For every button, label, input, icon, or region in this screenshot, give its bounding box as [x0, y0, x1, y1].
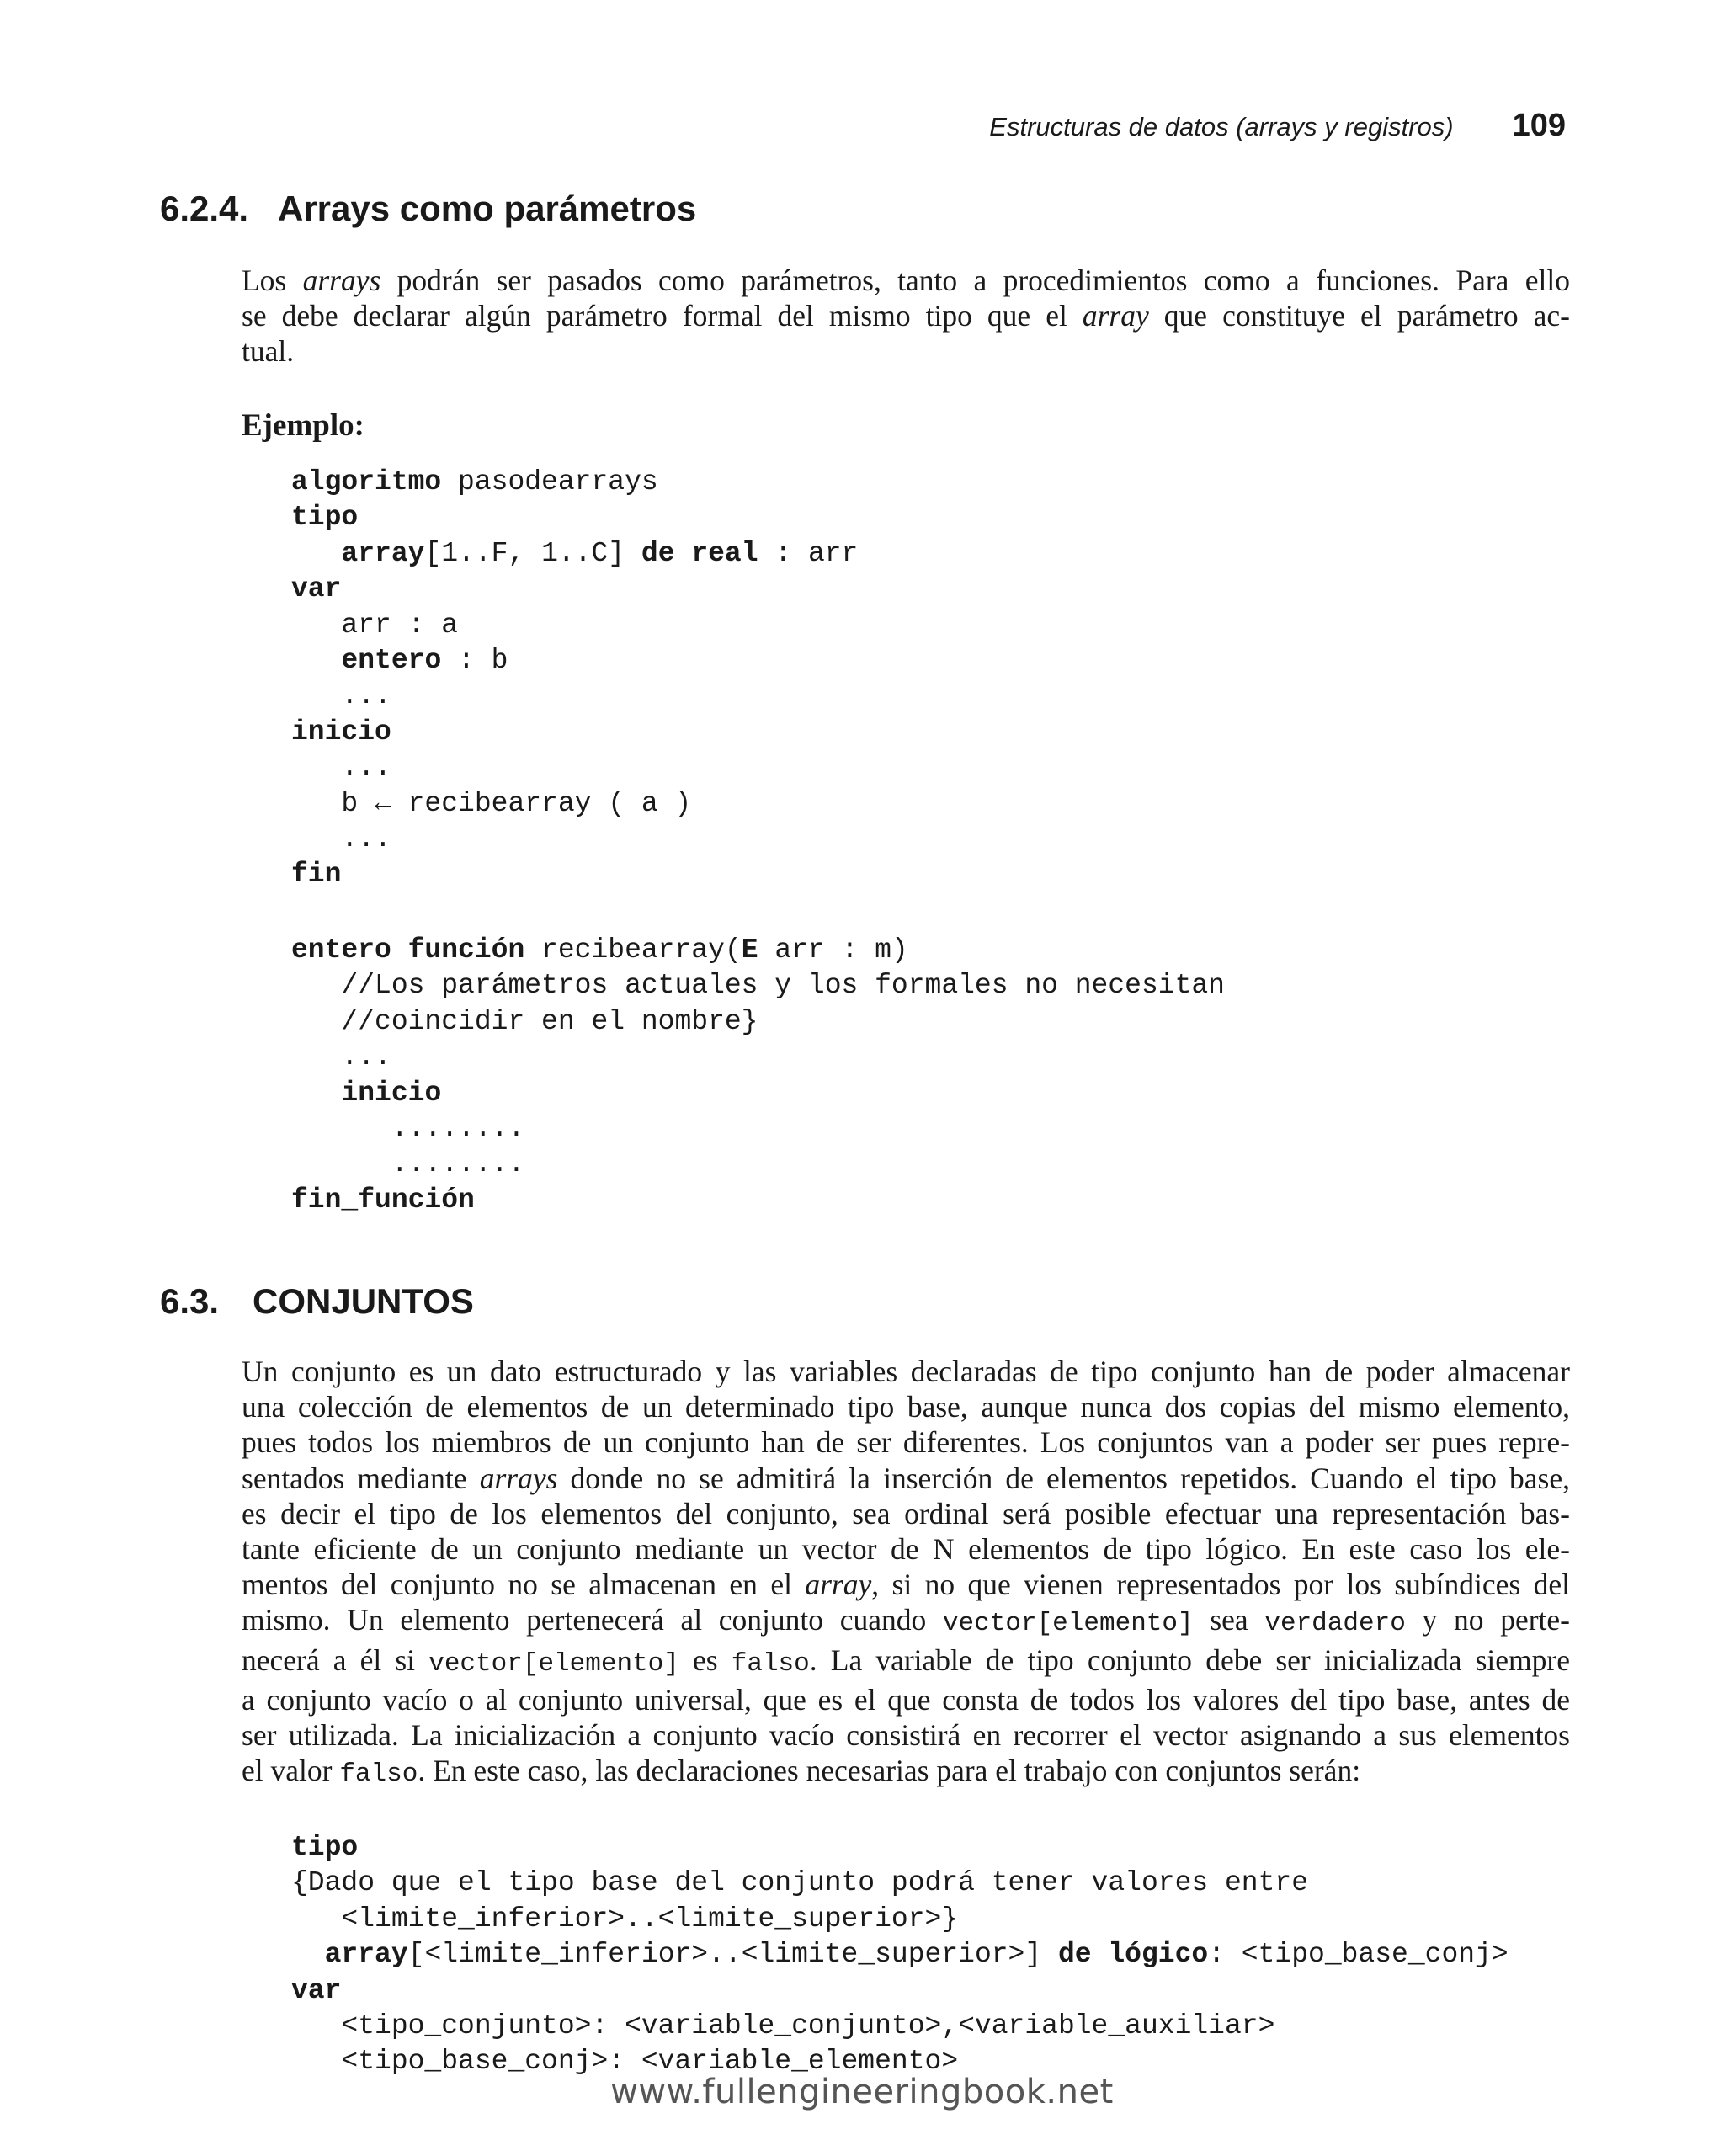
text-run: Los	[242, 264, 303, 297]
text-run: es	[678, 1642, 732, 1677]
code-keyword: var	[291, 1974, 342, 2006]
inline-code: falso	[339, 1759, 418, 1790]
section-title: CONJUNTOS	[253, 1281, 474, 1321]
text-line	[242, 1461, 1570, 1496]
code-keyword: var	[291, 573, 342, 605]
code-keyword: fin	[291, 859, 342, 891]
paragraph-arrays-as-parameters	[242, 263, 1570, 370]
text-line: Un conjunto es un dato estructurado y las variables declaradas de tipo conjunto han de poder almacenar	[242, 1355, 1570, 1388]
text-run: . En este caso, las declaraciones necesarias para el trabajo con conjuntos serán:	[418, 1754, 1361, 1788]
code-keyword: array	[341, 537, 425, 569]
text-line: a conjunto vacío o al conjunto universal, que es el que consta de todos los valores del tipo base, antes de	[242, 1682, 1570, 1717]
code-text: ........	[291, 1148, 525, 1180]
text-line: es decir el tipo de los elementos del conjunto, sea ordinal será posible efectuar una representación bas-	[242, 1496, 1570, 1530]
text-line	[242, 298, 1570, 333]
text-run: sentados mediante	[242, 1461, 480, 1495]
italic-term: arrays	[479, 1461, 558, 1495]
text-run: mentos del conjunto no se almacenan en el	[242, 1568, 806, 1602]
inline-code: vector[elemento]	[942, 1609, 1194, 1639]
code-line	[291, 1937, 1508, 1972]
code-keyword: fin_función	[291, 1184, 475, 1216]
code-keyword: entero	[341, 645, 442, 677]
text-line: una colección de elementos de un determinado tipo base, aunque nunca dos copias del mismo elemento,	[242, 1390, 1570, 1424]
code-block-set-declarations	[291, 1830, 1508, 2080]
code-keyword: de real	[641, 537, 758, 569]
code-keyword: tipo	[291, 1832, 359, 1863]
section-title: Arrays como parámetros	[278, 189, 697, 228]
text-line	[242, 1567, 1570, 1602]
code-text: ...	[291, 1041, 391, 1073]
code-comment: //coincidir en el nombre}	[291, 1005, 758, 1037]
text-line	[242, 1602, 1570, 1642]
text-run: donde no se admitirá la inserción de elementos repetidos. Cuando el tipo base,	[557, 1461, 1570, 1495]
section-number: 6.2.4.	[160, 189, 249, 228]
code-text: <tipo_base_conj>: <variable_elemento>	[291, 2046, 959, 2078]
code-text: ...	[291, 823, 391, 855]
code-text: recibearray(	[524, 934, 742, 966]
section-heading-6-2-4	[160, 189, 696, 229]
text-line: tante eficiente de un conjunto mediante un vector de N elementos de tipo lógico. En este caso los ele-	[242, 1532, 1570, 1567]
text-line	[242, 1642, 1570, 1682]
italic-term: arrays	[302, 264, 381, 297]
text-line: pues todos los miembros de un conjunto han de ser diferentes. Los conjuntos van a poder ser pues repre-	[242, 1425, 1570, 1460]
code-text: ...	[291, 752, 391, 784]
running-title: Estructuras de datos (arrays y registros)	[989, 112, 1454, 141]
text-run: , si no que vienen representados por los subíndices del	[871, 1568, 1570, 1602]
text-run: y no perte-	[1405, 1603, 1570, 1637]
code-keyword: de lógico	[1057, 1939, 1209, 1971]
text-run: sea	[1193, 1603, 1265, 1637]
text-run: necerá a él si	[242, 1642, 429, 1677]
code-indent	[291, 1939, 325, 1970]
footer-url: www.fullengineeringbook.net	[610, 2073, 1114, 2111]
code-text: ........	[291, 1113, 525, 1145]
code-line	[291, 1830, 1508, 1866]
text-run: mismo. Un elemento pertenecerá al conjunto cuando	[242, 1603, 943, 1637]
code-text: b ← recibearray ( a )	[291, 787, 692, 819]
code-block-function	[291, 933, 1225, 1218]
code-comment: <limite_inferior>..<limite_superior>}	[291, 1903, 959, 1935]
code-comment: //Los parámetros actuales y los formales no necesitan	[291, 970, 1225, 1002]
code-text: ...	[291, 680, 391, 712]
section-heading-6-3	[160, 1281, 474, 1322]
code-text: [1..F, 1..C]	[424, 537, 641, 569]
text-run: el valor	[242, 1754, 340, 1788]
code-keyword: array	[324, 1939, 408, 1971]
example-label: Ejemplo:	[242, 408, 364, 443]
inline-code: falso	[731, 1648, 810, 1679]
code-text: : arr	[758, 537, 859, 569]
code-keyword: E	[741, 934, 758, 966]
code-text: arr : m)	[758, 934, 908, 966]
code-text: pasodearrays	[441, 466, 658, 498]
inline-code: verdadero	[1264, 1609, 1406, 1639]
code-keyword: entero función	[291, 934, 525, 966]
code-line	[291, 1902, 1508, 1937]
text-line: tual.	[242, 334, 295, 369]
code-text: : b	[441, 645, 508, 677]
paragraph-conjuntos	[242, 1354, 1570, 1792]
text-line: ser utilizada. La inicialización a conjunto vacío consistirá en recorrer el vector asignando a sus elementos	[242, 1718, 1570, 1753]
code-indent	[291, 538, 341, 569]
code-keyword: algoritmo	[291, 466, 442, 498]
section-number: 6.3.	[160, 1281, 220, 1321]
code-comment: {Dado que el tipo base del conjunto podrá tener valores entre	[291, 1867, 1308, 1899]
italic-term: array	[805, 1568, 872, 1602]
code-line	[291, 1866, 1508, 1901]
text-run: se debe declarar algún parámetro formal del mismo tipo que el	[242, 299, 1083, 333]
code-text: [<limite_inferior>..<limite_superior>]	[407, 1939, 1058, 1971]
code-text: arr : a	[291, 609, 459, 641]
text-run: podrán ser pasados como parámetros, tanto a procedimientos como a funciones. Para ello	[380, 264, 1570, 297]
code-line	[291, 1973, 1508, 2009]
code-indent	[291, 1078, 341, 1109]
code-keyword: inicio	[291, 716, 391, 748]
text-line	[242, 1753, 1570, 1792]
code-keyword: tipo	[291, 502, 359, 534]
code-line	[291, 2009, 1508, 2044]
inline-code: vector[elemento]	[428, 1648, 679, 1679]
page-number: 109	[1512, 108, 1566, 143]
code-indent	[291, 645, 341, 676]
code-text: <tipo_conjunto>: <variable_conjunto>,<variable_auxiliar>	[291, 2010, 1275, 2042]
code-block-main-algorithm	[291, 465, 858, 893]
text-line	[242, 263, 1570, 298]
running-header	[989, 108, 1566, 144]
text-run: . La variable de tipo conjunto debe ser inicializada siempre	[809, 1642, 1570, 1677]
italic-term: array	[1082, 299, 1149, 333]
text-run: que constituye el parámetro ac-	[1148, 299, 1570, 333]
code-keyword: inicio	[341, 1077, 442, 1109]
code-text: : <tipo_base_conj>	[1208, 1939, 1508, 1971]
